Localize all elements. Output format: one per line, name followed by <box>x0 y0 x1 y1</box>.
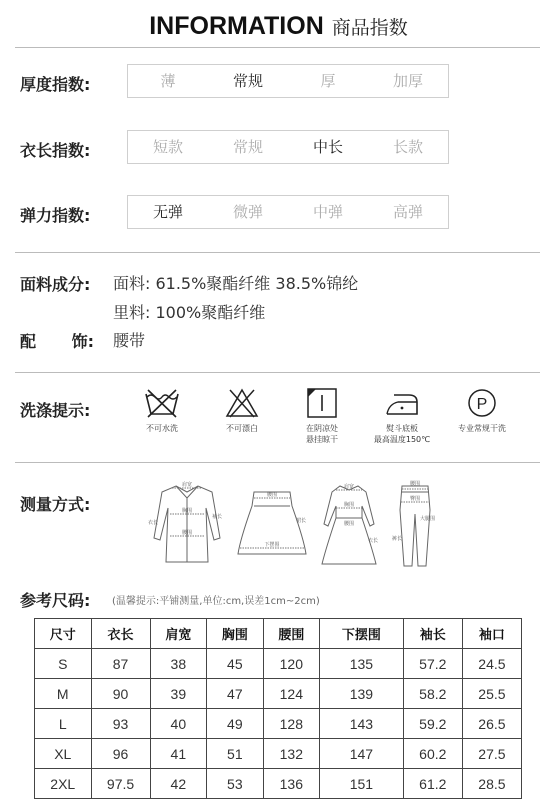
dry-clean-icon <box>462 386 502 420</box>
table-cell: 39 <box>150 679 207 709</box>
svg-text:P: P <box>476 396 488 413</box>
thickness-label: 厚度指数: <box>20 75 91 94</box>
table-cell: XL <box>35 739 92 769</box>
size-label: 参考尺码: <box>20 591 91 610</box>
care-item <box>362 386 442 445</box>
table-cell: M <box>35 679 92 709</box>
divider <box>15 372 540 373</box>
care-text: 不可水洗 <box>146 424 178 433</box>
column-header: 胸围 <box>207 619 264 649</box>
figure-label: 腰围 <box>343 521 355 527</box>
table-cell: 51 <box>207 739 264 769</box>
table-cell: 151 <box>320 769 404 799</box>
figure-label: 袖长 <box>212 514 223 520</box>
table-cell: L <box>35 709 92 739</box>
care-text: 不可漂白 <box>226 424 258 433</box>
care-item <box>282 386 362 445</box>
table-cell: 47 <box>207 679 264 709</box>
index-option: 短款 <box>152 138 183 156</box>
table-cell: 124 <box>263 679 320 709</box>
care-label: 洗涤提示: <box>20 401 91 420</box>
index-option: 加厚 <box>392 72 423 90</box>
length-label: 衣长指数: <box>20 141 91 160</box>
figure-label: 臀围 <box>409 496 421 502</box>
figure-label: 胸围 <box>181 508 193 514</box>
figure-label: 肩宽 <box>181 482 193 488</box>
column-header: 袖口 <box>462 619 521 649</box>
care-text: 专业常规干洗 <box>458 424 506 433</box>
figure-label: 肩宽 <box>343 484 355 490</box>
index-option: 中长 <box>312 138 343 156</box>
index-option: 薄 <box>160 72 176 90</box>
figure-label: 腰围 <box>409 481 421 487</box>
fabric-outer: 面料: 61.5%聚酯纤维 38.5%锦纶 <box>113 274 359 293</box>
index-option: 厚 <box>320 72 336 90</box>
table-cell: 139 <box>320 679 404 709</box>
table-header-row <box>35 619 522 649</box>
table-cell: 42 <box>150 769 207 799</box>
table-cell: 132 <box>263 739 320 769</box>
table-cell: 97.5 <box>91 769 150 799</box>
thickness-index <box>127 64 449 98</box>
size-table <box>34 618 522 799</box>
table-cell: 53 <box>207 769 264 799</box>
index-option: 长款 <box>392 138 423 156</box>
column-header: 衣长 <box>91 619 150 649</box>
table-cell: 90 <box>91 679 150 709</box>
fabric-label: 面料成分: <box>20 275 91 294</box>
table-row <box>35 709 522 739</box>
table-cell: 41 <box>150 739 207 769</box>
table-row <box>35 679 522 709</box>
size-note: (温馨提示:平铺测量,单位:cm,误差1cm~2cm) <box>112 596 320 607</box>
table-cell: 24.5 <box>462 649 521 679</box>
table-cell: 58.2 <box>403 679 462 709</box>
care-item <box>442 386 522 445</box>
column-header: 下摆围 <box>320 619 404 649</box>
figure-label: 衣长 <box>368 538 379 544</box>
table-cell: 120 <box>263 649 320 679</box>
table-cell: 136 <box>263 769 320 799</box>
care-text: 在阴凉处 悬挂晾干 <box>306 424 338 444</box>
shade-dry-icon <box>302 386 342 420</box>
table-cell: 38 <box>150 649 207 679</box>
dress-diagram-icon <box>318 478 380 570</box>
table-row <box>35 649 522 679</box>
table-cell: 61.2 <box>403 769 462 799</box>
table-cell: 57.2 <box>403 649 462 679</box>
index-option: 中弹 <box>312 203 343 221</box>
care-icons <box>122 386 522 445</box>
figure-label: 下摆围 <box>264 542 280 548</box>
fabric-lining: 里料: 100%聚酯纤维 <box>113 303 266 322</box>
figure-label: 裤长 <box>392 536 403 542</box>
table-cell: 87 <box>91 649 150 679</box>
table-cell: S <box>35 649 92 679</box>
table-cell: 45 <box>207 649 264 679</box>
title-en: INFORMATION <box>149 12 324 40</box>
table-cell: 26.5 <box>462 709 521 739</box>
figure-label: 腰围 <box>266 492 278 498</box>
divider <box>15 47 540 48</box>
no-wash-icon <box>142 386 182 420</box>
table-cell: 49 <box>207 709 264 739</box>
figure-label: 衣长 <box>148 520 159 526</box>
accessory-value: 腰带 <box>113 331 146 350</box>
elasticity-label: 弹力指数: <box>20 206 91 225</box>
column-header: 尺寸 <box>35 619 92 649</box>
table-cell: 60.2 <box>403 739 462 769</box>
table-cell: 96 <box>91 739 150 769</box>
elasticity-index <box>127 195 449 229</box>
table-cell: 25.5 <box>462 679 521 709</box>
index-option: 无弹 <box>152 203 183 221</box>
index-option: 常规 <box>232 138 263 156</box>
no-bleach-icon <box>222 386 262 420</box>
accessory-label: 配 饰: <box>20 332 94 351</box>
index-option: 微弹 <box>232 203 263 221</box>
table-cell: 128 <box>263 709 320 739</box>
table-cell: 27.5 <box>462 739 521 769</box>
column-header: 腰围 <box>263 619 320 649</box>
figure-label: 腰围 <box>181 530 193 536</box>
figure-label: 胸围 <box>343 502 355 508</box>
iron-icon <box>382 386 422 420</box>
table-row <box>35 769 522 799</box>
table-cell: 59.2 <box>403 709 462 739</box>
table-cell: 93 <box>91 709 150 739</box>
skirt-diagram-icon <box>236 482 308 562</box>
table-cell: 28.5 <box>462 769 521 799</box>
care-item <box>122 386 202 445</box>
length-index <box>127 130 449 164</box>
page-title <box>0 12 557 41</box>
column-header: 袖长 <box>403 619 462 649</box>
table-cell: 135 <box>320 649 404 679</box>
divider <box>15 462 540 463</box>
title-cn: 商品指数 <box>331 17 408 39</box>
figure-label: 裙长 <box>296 518 307 524</box>
table-row <box>35 739 522 769</box>
care-text: 熨斗底板 最高温度150℃ <box>373 424 431 444</box>
table-cell: 2XL <box>35 769 92 799</box>
pants-diagram-icon <box>390 480 440 570</box>
table-cell: 147 <box>320 739 404 769</box>
figure-label: 大腿围 <box>420 516 436 522</box>
shirt-diagram-icon <box>146 478 228 568</box>
index-option: 常规 <box>232 72 263 90</box>
divider <box>15 252 540 253</box>
table-cell: 143 <box>320 709 404 739</box>
care-item <box>202 386 282 445</box>
table-cell: 40 <box>150 709 207 739</box>
column-header: 肩宽 <box>150 619 207 649</box>
measure-label: 测量方式: <box>20 495 91 514</box>
index-option: 高弹 <box>392 203 423 221</box>
